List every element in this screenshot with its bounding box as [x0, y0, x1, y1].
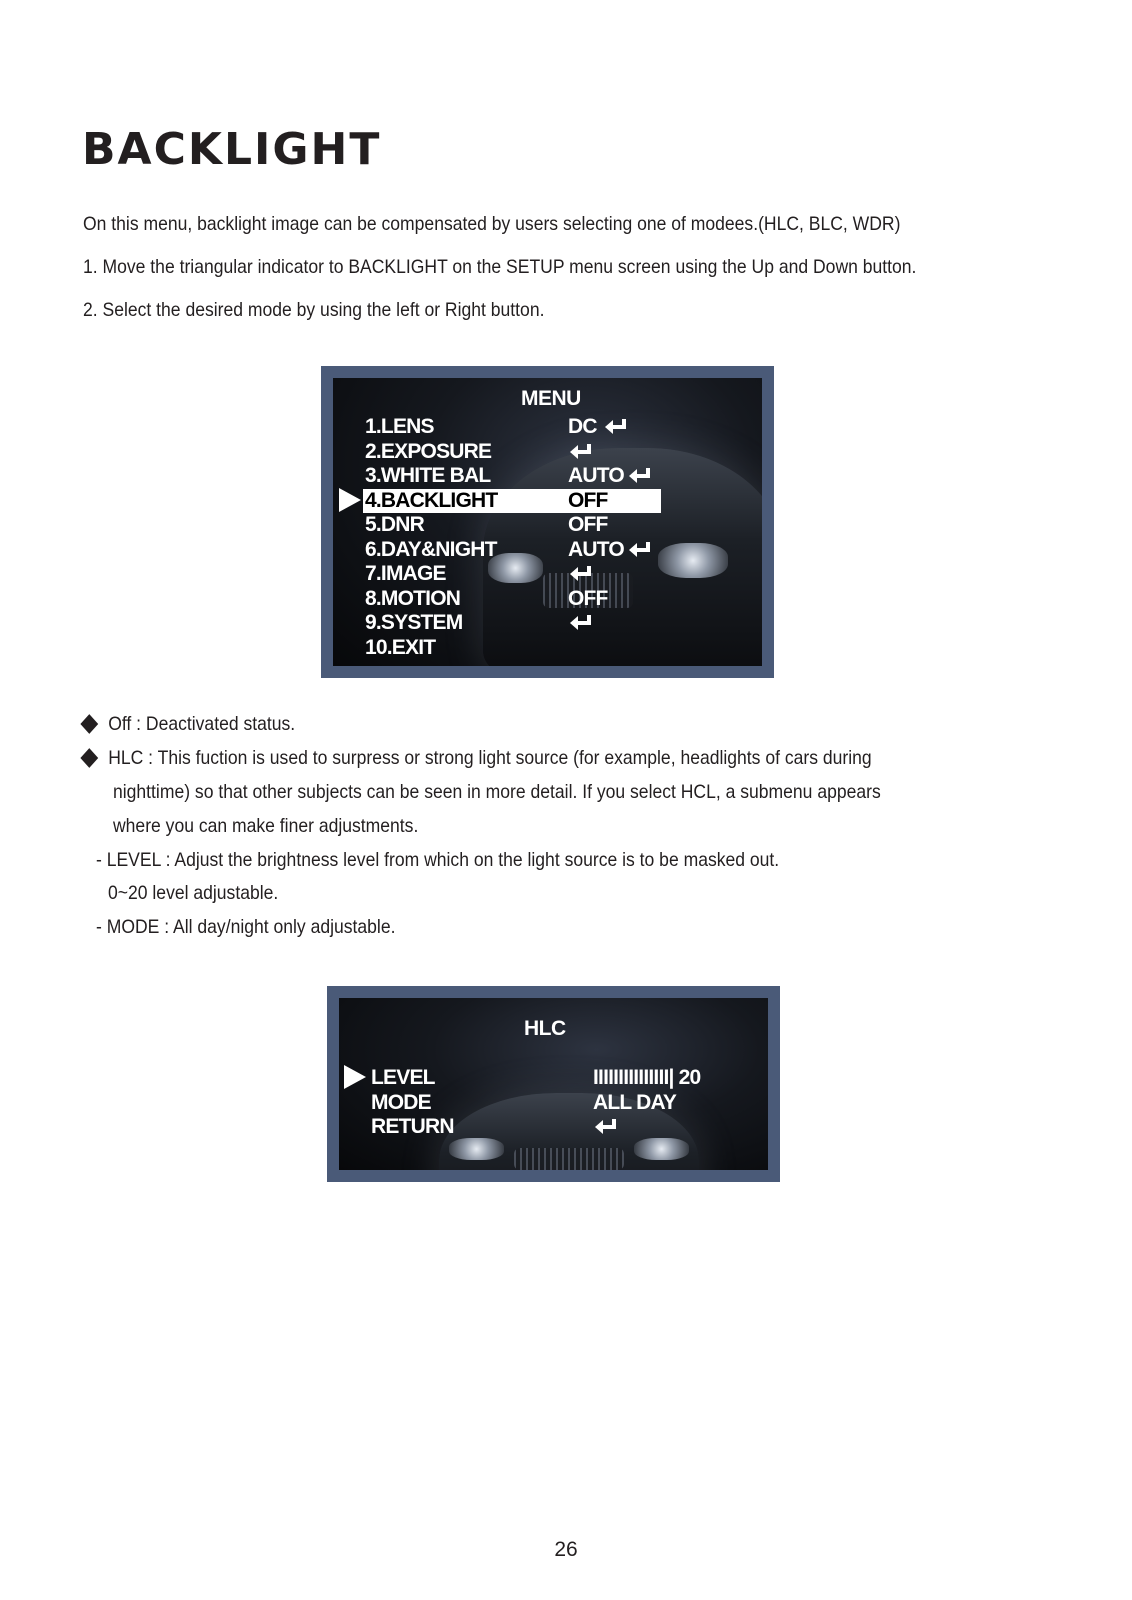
- menu-item-value: OFF: [568, 489, 608, 512]
- menu-item[interactable]: [365, 415, 665, 439]
- page-title: BACKLIGHT: [82, 124, 382, 175]
- menu-item[interactable]: [365, 440, 665, 464]
- hlc-title: HLC: [524, 1017, 566, 1040]
- mode-text-line: - MODE : All day/night only adjustable.: [96, 916, 396, 938]
- menu-item-label: 3.WHITE BAL: [365, 464, 491, 487]
- menu-item-value: DC: [568, 415, 597, 438]
- menu-item-value: AUTO: [568, 464, 624, 487]
- hlc-item[interactable]: [371, 1115, 731, 1139]
- off-text: Off : Deactivated status.: [108, 713, 296, 735]
- hlc-item-label: MODE: [371, 1091, 431, 1114]
- menu-item[interactable]: [365, 464, 665, 488]
- menu-item-label: 6.DAY&NIGHT: [365, 538, 497, 561]
- menu-title: MENU: [521, 387, 581, 410]
- enter-icon: [627, 540, 653, 560]
- level-bar: IIIIIIIIIIIIIII| 20: [593, 1066, 701, 1089]
- menu-item[interactable]: [365, 538, 665, 562]
- hlc-bullet: [83, 747, 872, 770]
- hlc-item-label: RETURN: [371, 1115, 454, 1138]
- menu-item-value: OFF: [568, 587, 608, 610]
- menu-screen: [321, 366, 774, 678]
- off-bullet: [83, 713, 295, 736]
- level-text-line: - LEVEL : Adjust the brightness level from which on the light source is to be masked out.: [96, 849, 780, 871]
- diamond-bullet-icon: [80, 714, 98, 734]
- menu-item-value: OFF: [568, 513, 608, 536]
- intro-text: On this menu, backlight image can be compensated by users selecting one of modees.(HLC, BLC, WDR): [83, 213, 901, 235]
- level-text-line: 0~20 level adjustable.: [108, 882, 279, 904]
- hlc-text-line: nighttime) so that other subjects can be seen in more detail. If you select HCL, a submenu appears: [113, 781, 881, 803]
- enter-icon: [568, 613, 594, 633]
- menu-screen-display: [333, 378, 762, 666]
- enter-icon: [568, 442, 594, 462]
- menu-item[interactable]: [365, 562, 665, 586]
- diamond-bullet-icon: [80, 748, 98, 768]
- enter-icon: [627, 466, 653, 486]
- menu-item[interactable]: [365, 636, 665, 660]
- menu-item[interactable]: [365, 513, 665, 537]
- menu-item-label: 5.DNR: [365, 513, 425, 536]
- menu-item-value: AUTO: [568, 538, 624, 561]
- enter-icon: [593, 1117, 619, 1137]
- selection-pointer-icon: [344, 1065, 366, 1089]
- menu-item-label: 4.BACKLIGHT: [365, 489, 498, 512]
- page-number: 26: [554, 1538, 578, 1561]
- hlc-text-line: HLC : This fuction is used to surpress or strong light source (for example, headlights of cars during: [108, 747, 872, 769]
- hlc-screen: [327, 986, 780, 1182]
- hlc-item[interactable]: [371, 1091, 731, 1115]
- menu-item[interactable]: [365, 587, 665, 611]
- step-1-text: 1. Move the triangular indicator to BACKLIGHT on the SETUP menu screen using the Up and Down button.: [83, 256, 917, 278]
- hlc-text-line: where you can make finer adjustments.: [113, 815, 419, 837]
- menu-item-label: 10.EXIT: [365, 636, 436, 659]
- menu-item[interactable]: [365, 611, 665, 635]
- hlc-item-label: LEVEL: [371, 1066, 435, 1089]
- menu-item-label: 1.LENS: [365, 415, 434, 438]
- menu-item-selected[interactable]: [363, 489, 661, 513]
- hlc-screen-display: [339, 998, 768, 1170]
- step-2-text: 2. Select the desired mode by using the left or Right button.: [83, 299, 545, 321]
- menu-item-label: 2.EXPOSURE: [365, 440, 492, 463]
- hlc-item-value: ALL DAY: [593, 1091, 677, 1114]
- menu-item-label: 8.MOTION: [365, 587, 461, 610]
- selection-pointer-icon: [339, 488, 361, 512]
- enter-icon: [568, 564, 594, 584]
- enter-icon: [603, 417, 629, 437]
- menu-item-label: 7.IMAGE: [365, 562, 446, 585]
- hlc-item[interactable]: [371, 1066, 731, 1090]
- menu-item-label: 9.SYSTEM: [365, 611, 463, 634]
